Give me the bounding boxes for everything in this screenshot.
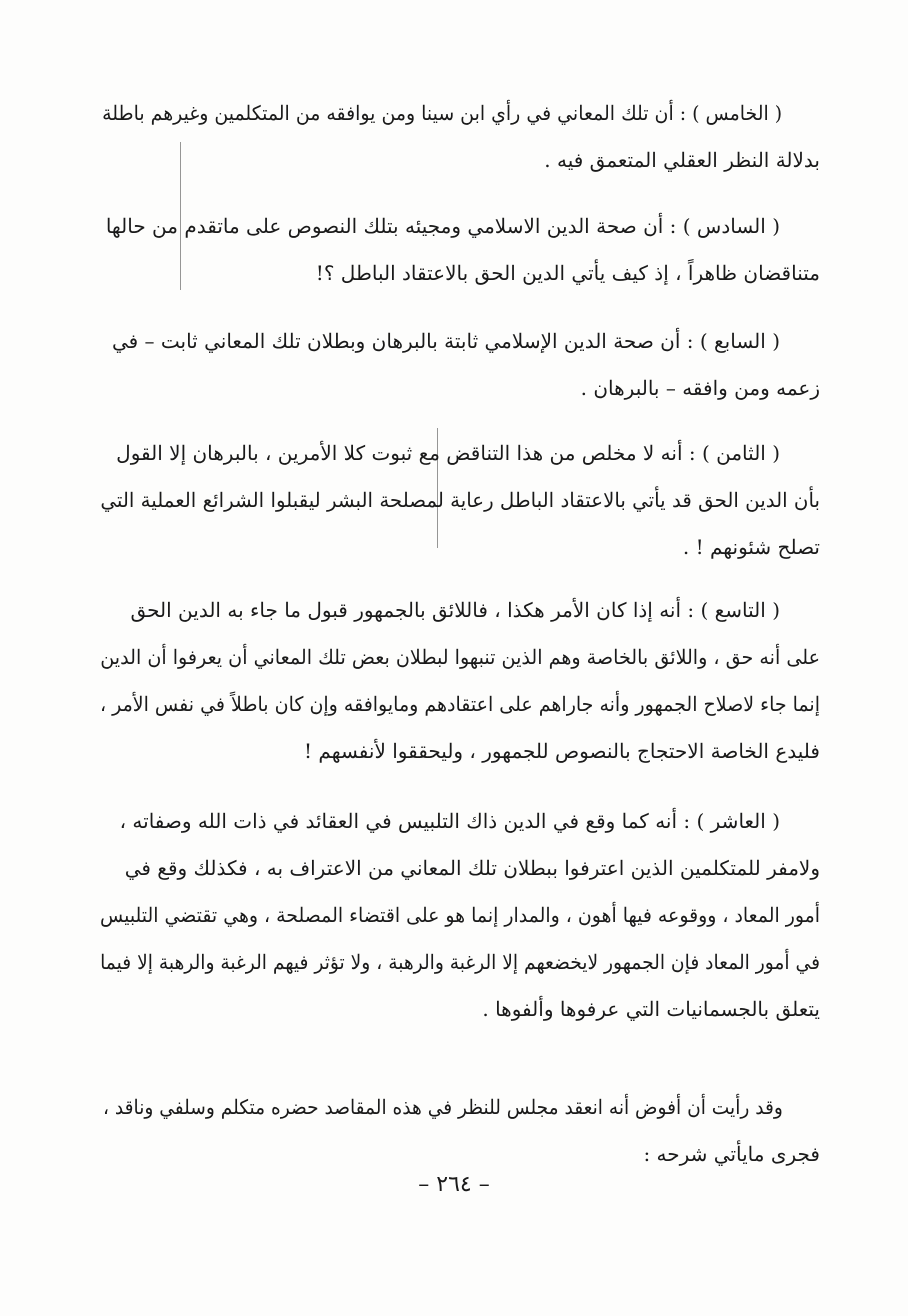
text-line: ( السادس ) : أن صحة الدين الاسلامي ومجيئه بتلك النصوص على ماتقدم من حالها xyxy=(105,214,780,238)
text-line: على أنه حق ، واللائق بالخاصة وهم الذين تنبهوا لبطلان بعض تلك المعاني أن يعرفوا أن الدين xyxy=(100,645,820,669)
paragraph-seventh xyxy=(100,318,820,412)
text-line: زعمه ومن وافقه – بالبرهان . xyxy=(580,376,820,400)
paragraph-sixth xyxy=(100,203,820,297)
text-line: متناقضان ظاهراً ، إذ كيف يأتي الدين الحق بالاعتقاد الباطل ؟! xyxy=(315,261,820,285)
text-line: ( الخامس ) : أن تلك المعاني في رأي ابن سينا ومن يوافقه من المتكلمين وغيرهم باطلة xyxy=(102,101,783,125)
text-line: ( التاسع ) : أنه إذا كان الأمر هكذا ، فاللائق بالجمهور قبول ما جاء به الدين الحق xyxy=(130,598,780,622)
text-line: ( السابع ) : أن صحة الدين الإسلامي ثابتة بالبرهان وبطلان تلك المعاني ثابت – في xyxy=(111,329,780,353)
text-line: أمور المعاد ، ووقوعه فيها أهون ، والمدار إنما هو على اقتضاء المصلحة ، وهي تقتضي التلبيس xyxy=(100,903,821,927)
text-line: وقد رأيت أن أفوض أنه انعقد مجلس للنظر في هذه المقاصد حضره متكلم وسلفي وناقد ، xyxy=(103,1095,783,1119)
text-line: يتعلق بالجسمانيات التي عرفوها وألفوها . xyxy=(482,997,820,1021)
text-line: فليدع الخاصة الاحتجاج بالنصوص للجمهور ، وليحققوا لأنفسهم ! xyxy=(304,739,820,763)
text-line: في أمور المعاد فإن الجمهور لايخضعهم إلا الرغبة والرهبة ، ولا تؤثر فيهم الرغبة والرهبة إلا فيما xyxy=(100,950,820,974)
text-line: ( العاشر ) : أنه كما وقع في الدين ذاك التلبيس في العقائد في ذات الله وصفاته ، xyxy=(119,809,780,833)
text-line: تصلح شئونهم ! . xyxy=(682,535,820,559)
text-line: فجرى مايأتي شرحه : xyxy=(643,1142,820,1166)
paragraph-ninth xyxy=(100,587,820,775)
text-line: بدلالة النظر العقلي المتعمق فيه . xyxy=(544,148,820,172)
text-line: ( الثامن ) : أنه لا مخلص من هذا التناقض مع ثبوت كلا الأمرين ، بالبرهان إلا القول xyxy=(116,441,780,465)
paragraph-tenth xyxy=(100,798,820,1033)
paragraph-eighth xyxy=(100,430,820,571)
paragraph-closing xyxy=(100,1084,820,1178)
text-line: ولامفر للمتكلمين الذين اعترفوا ببطلان تلك المعاني من الاعتراف به ، فكذلك وقع في xyxy=(124,856,820,880)
text-line: بأن الدين الحق قد يأتي بالاعتقاد الباطل رعاية لمصلحة البشر ليقبلوا الشرائع العملية التي xyxy=(100,488,821,512)
page-number: – ٢٦٤ – xyxy=(418,1172,490,1197)
paragraph-fifth xyxy=(100,90,820,184)
text-line: إنما جاء لاصلاح الجمهور وأنه جاراهم على اعتقادهم ومايوافقه وإن كان باطلاً في نفس الأمر ، xyxy=(99,692,821,716)
